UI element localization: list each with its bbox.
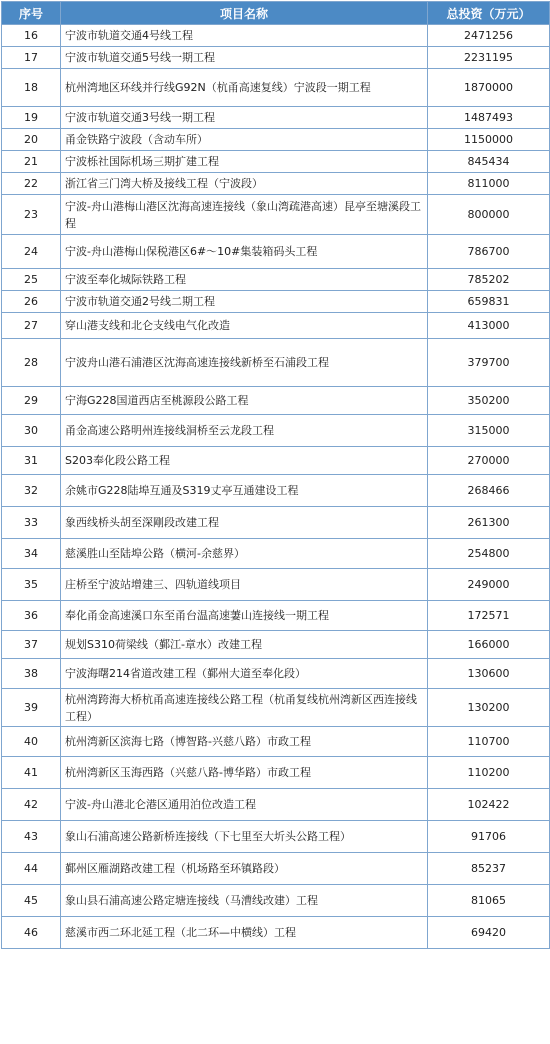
table-row	[2, 789, 550, 821]
total-investment-cell: 166000	[428, 631, 550, 659]
total-investment-cell: 379700	[428, 339, 550, 387]
table-row	[2, 387, 550, 415]
serial-number-cell: 42	[2, 789, 61, 821]
header-serial-number: 序号	[2, 2, 61, 25]
serial-number-cell: 45	[2, 885, 61, 917]
project-name-cell: 宁波至奉化城际铁路工程	[61, 269, 428, 291]
serial-number-cell: 33	[2, 507, 61, 539]
header-total-investment: 总投资（万元）	[428, 2, 550, 25]
table-row	[2, 475, 550, 507]
serial-number-cell: 38	[2, 659, 61, 689]
serial-number-cell: 29	[2, 387, 61, 415]
total-investment-cell: 1487493	[428, 107, 550, 129]
table-header-row	[2, 2, 550, 25]
table-row	[2, 173, 550, 195]
serial-number-cell: 32	[2, 475, 61, 507]
project-name-cell: 庄桥至宁波站增建三、四轨道线项目	[61, 569, 428, 601]
serial-number-cell: 30	[2, 415, 61, 447]
serial-number-cell: 41	[2, 757, 61, 789]
total-investment-cell: 1150000	[428, 129, 550, 151]
serial-number-cell: 36	[2, 601, 61, 631]
total-investment-cell: 350200	[428, 387, 550, 415]
project-name-cell: 奉化甬金高速溪口东至甬台温高速萋山连接线一期工程	[61, 601, 428, 631]
total-investment-cell: 69420	[428, 917, 550, 949]
serial-number-cell: 46	[2, 917, 61, 949]
project-name-cell: 甬金高速公路明州连接线洞桥至云龙段工程	[61, 415, 428, 447]
table-row	[2, 917, 550, 949]
project-name-cell: 杭州湾新区玉海西路（兴慈八路-博华路）市政工程	[61, 757, 428, 789]
table-row	[2, 601, 550, 631]
serial-number-cell: 28	[2, 339, 61, 387]
serial-number-cell: 34	[2, 539, 61, 569]
total-investment-cell: 1870000	[428, 69, 550, 107]
table-row	[2, 727, 550, 757]
serial-number-cell: 26	[2, 291, 61, 313]
total-investment-cell: 845434	[428, 151, 550, 173]
table-row	[2, 659, 550, 689]
project-name-cell: 宁波海曙214省道改建工程（鄞州大道至奉化段）	[61, 659, 428, 689]
total-investment-cell: 172571	[428, 601, 550, 631]
project-name-cell: 宁波栎社国际机场三期扩建工程	[61, 151, 428, 173]
serial-number-cell: 24	[2, 235, 61, 269]
table-row	[2, 313, 550, 339]
total-investment-cell: 786700	[428, 235, 550, 269]
table-row	[2, 69, 550, 107]
project-name-cell: 宁波市轨道交通5号线一期工程	[61, 47, 428, 69]
project-name-cell: 杭州湾新区滨海七路（博智路-兴慈八路）市政工程	[61, 727, 428, 757]
project-name-cell: 杭州湾地区环线并行线G92N（杭甬高速复线）宁波段一期工程	[61, 69, 428, 107]
project-name-cell: 象山石浦高速公路新桥连接线（下七里至大圻头公路工程）	[61, 821, 428, 853]
project-name-cell: 余姚市G228陆埠互通及S319丈亭互通建设工程	[61, 475, 428, 507]
project-name-cell: 象西线桥头胡至深剛段改建工程	[61, 507, 428, 539]
serial-number-cell: 17	[2, 47, 61, 69]
project-name-cell: 规划S310荷梁线（鄞江-章水）改建工程	[61, 631, 428, 659]
serial-number-cell: 18	[2, 69, 61, 107]
table-row	[2, 107, 550, 129]
project-name-cell: 鄞州区雁湖路改建工程（机场路至环镇路段）	[61, 853, 428, 885]
total-investment-cell: 110700	[428, 727, 550, 757]
serial-number-cell: 43	[2, 821, 61, 853]
table-row	[2, 195, 550, 235]
project-name-cell: 穿山港支线和北仑支线电气化改造	[61, 313, 428, 339]
total-investment-cell: 811000	[428, 173, 550, 195]
total-investment-cell: 270000	[428, 447, 550, 475]
total-investment-cell: 785202	[428, 269, 550, 291]
table-row	[2, 25, 550, 47]
serial-number-cell: 16	[2, 25, 61, 47]
table-row	[2, 853, 550, 885]
total-investment-cell: 249000	[428, 569, 550, 601]
table-row	[2, 415, 550, 447]
table-row	[2, 235, 550, 269]
total-investment-cell: 659831	[428, 291, 550, 313]
total-investment-cell: 91706	[428, 821, 550, 853]
serial-number-cell: 39	[2, 689, 61, 727]
total-investment-cell: 102422	[428, 789, 550, 821]
table-row	[2, 569, 550, 601]
serial-number-cell: 22	[2, 173, 61, 195]
project-name-cell: 宁波舟山港石浦港区沈海高速连接线新桥至石浦段工程	[61, 339, 428, 387]
table-row	[2, 631, 550, 659]
table-row	[2, 757, 550, 789]
project-name-cell: 象山县石浦高速公路定塘连接线（马漕线改建）工程	[61, 885, 428, 917]
project-name-cell: 宁波市轨道交通2号线二期工程	[61, 291, 428, 313]
table-row	[2, 447, 550, 475]
table-body	[2, 25, 550, 949]
serial-number-cell: 19	[2, 107, 61, 129]
table-row	[2, 821, 550, 853]
serial-number-cell: 27	[2, 313, 61, 339]
project-investment-table	[1, 1, 550, 949]
serial-number-cell: 21	[2, 151, 61, 173]
table-row	[2, 151, 550, 173]
serial-number-cell: 23	[2, 195, 61, 235]
serial-number-cell: 25	[2, 269, 61, 291]
project-name-cell: 慈溪市西二环北延工程（北二环—中横线）工程	[61, 917, 428, 949]
total-investment-cell: 254800	[428, 539, 550, 569]
project-name-cell: 宁波市轨道交通3号线一期工程	[61, 107, 428, 129]
table-row	[2, 47, 550, 69]
table-row	[2, 291, 550, 313]
table-row	[2, 539, 550, 569]
serial-number-cell: 40	[2, 727, 61, 757]
total-investment-cell: 81065	[428, 885, 550, 917]
total-investment-cell: 2471256	[428, 25, 550, 47]
total-investment-cell: 130200	[428, 689, 550, 727]
project-name-cell: 甬金铁路宁波段（含动车所）	[61, 129, 428, 151]
project-name-cell: 宁波-舟山港北仑港区通用泊位改造工程	[61, 789, 428, 821]
serial-number-cell: 31	[2, 447, 61, 475]
table-row	[2, 269, 550, 291]
table-row	[2, 885, 550, 917]
header-project-name: 项目名称	[61, 2, 428, 25]
total-investment-cell: 130600	[428, 659, 550, 689]
total-investment-cell: 261300	[428, 507, 550, 539]
project-name-cell: S203奉化段公路工程	[61, 447, 428, 475]
total-investment-cell: 85237	[428, 853, 550, 885]
serial-number-cell: 37	[2, 631, 61, 659]
project-name-cell: 宁波-舟山港梅山港区沈海高速连接线（象山湾疏港高速）昆亭至塘溪段工程	[61, 195, 428, 235]
serial-number-cell: 35	[2, 569, 61, 601]
project-name-cell: 宁波市轨道交通4号线工程	[61, 25, 428, 47]
investment-table-page	[0, 1, 550, 1044]
table-row	[2, 507, 550, 539]
total-investment-cell: 2231195	[428, 47, 550, 69]
project-name-cell: 宁海G228国道西店至桃源段公路工程	[61, 387, 428, 415]
table-row	[2, 689, 550, 727]
total-investment-cell: 268466	[428, 475, 550, 507]
serial-number-cell: 20	[2, 129, 61, 151]
table-row	[2, 129, 550, 151]
project-name-cell: 浙江省三门湾大桥及接线工程（宁波段）	[61, 173, 428, 195]
total-investment-cell: 413000	[428, 313, 550, 339]
table-row	[2, 339, 550, 387]
total-investment-cell: 110200	[428, 757, 550, 789]
serial-number-cell: 44	[2, 853, 61, 885]
project-name-cell: 杭州湾跨海大桥杭甬高速连接线公路工程（杭甬复线杭州湾新区西连接线工程）	[61, 689, 428, 727]
project-name-cell: 慈溪胜山至陆埠公路（横河-余慈界）	[61, 539, 428, 569]
total-investment-cell: 800000	[428, 195, 550, 235]
project-name-cell: 宁波-舟山港梅山保税港区6#～10#集装箱码头工程	[61, 235, 428, 269]
total-investment-cell: 315000	[428, 415, 550, 447]
